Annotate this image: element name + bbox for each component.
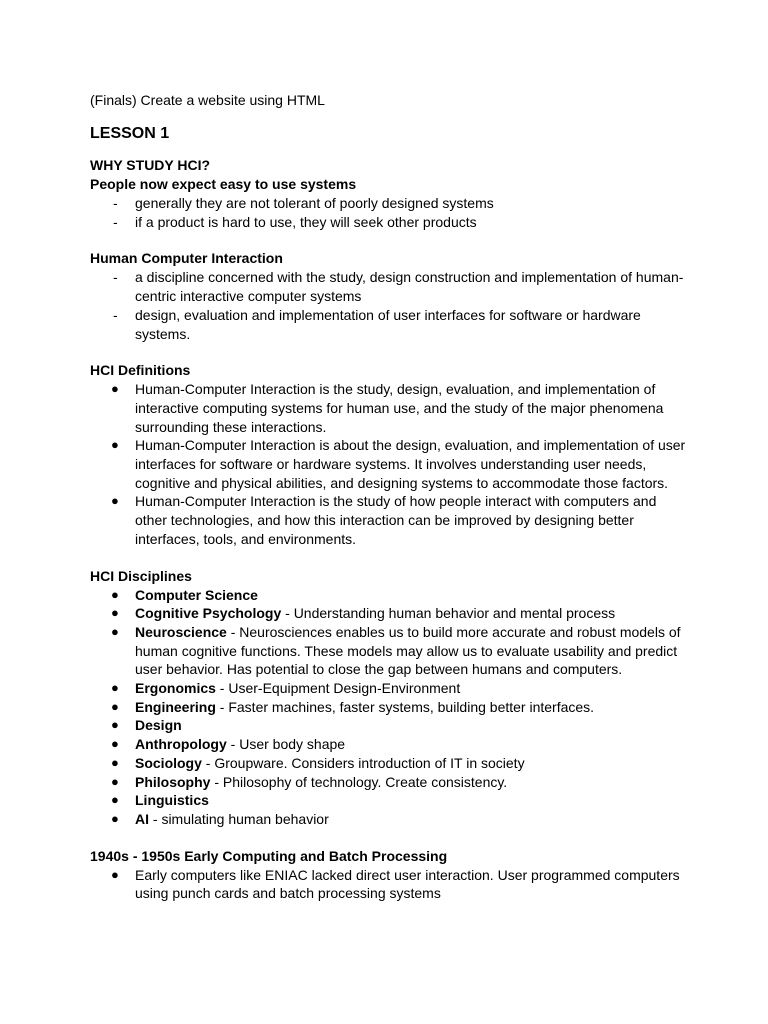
bullet-marker: ● (111, 586, 119, 602)
list-item (90, 604, 690, 623)
document-title: (Finals) Create a website using HTML (90, 92, 325, 108)
list-item: ● Human-Computer Interaction is about the design, evaluation, and implementation of user interfaces for software or hardware systems. It involves understanding user needs, cognitive and physical abilities, and designing systems to accommodate those factors. (111, 437, 686, 491)
discipline-desc: - Neurosciences enables us to build more accurate and robust models of human cognitive functions. These models may allow us to evaluate usability and predict user behavior. Has potential to close the gap between humans and computers. (135, 623, 681, 678)
bullet-marker: ● (111, 810, 119, 826)
discipline-desc: - Understanding human behavior and mental process (281, 605, 616, 622)
why-study-subheading: People now expect easy to use systems (90, 176, 357, 192)
discipline-desc: - Faster machines, faster systems, building better interfaces. (215, 698, 595, 715)
disciplines-heading: HCI Disciplines (90, 567, 192, 584)
early-computing-list (90, 866, 690, 903)
discipline-term: Engineering (135, 698, 216, 715)
list-item (90, 623, 690, 679)
disciplines-list (90, 586, 690, 829)
bullet-marker: ● (111, 493, 119, 509)
discipline-term: Philosophy (135, 773, 211, 790)
list-item (90, 735, 690, 754)
list-item (90, 716, 690, 735)
discipline-term: Computer Science (135, 586, 258, 603)
list-item: - generally they are not tolerant of poorly designed systems (113, 195, 494, 211)
discipline-term: Anthropology (135, 736, 227, 753)
hci-list (90, 268, 690, 343)
bullet-marker: ● (111, 773, 119, 789)
list-item: ● Human-Computer Interaction is the study of how people interact with computers and other technologies, and how this interaction can be improved by designing better interfaces, tools, and environments. (111, 493, 657, 547)
why-study-list (90, 194, 690, 231)
bullet-marker: ● (111, 698, 119, 714)
discipline-desc: - User body shape (226, 736, 346, 753)
list-item: - a discipline concerned with the study, design construction and implementation of human-centric interactive computer systems (113, 269, 684, 305)
list-item (90, 679, 690, 698)
discipline-term: Design (135, 717, 182, 734)
hci-heading: Human Computer Interaction (90, 250, 283, 267)
bullet-marker: ● (111, 437, 119, 453)
bullet-marker: ● (111, 605, 119, 621)
definitions-list (90, 380, 690, 548)
dash-marker: - (113, 306, 118, 323)
dash-marker: - (113, 195, 118, 211)
document-content (90, 91, 690, 903)
bullet-marker: ● (111, 792, 119, 808)
list-item: ● Early computers like ENIAC lacked direct user interaction. User programmed computers using punch cards and batch processing systems (111, 866, 680, 902)
list-item (90, 754, 690, 773)
bullet-marker: ● (111, 866, 119, 882)
definitions-heading: HCI Definitions (90, 362, 191, 379)
dash-marker: - (113, 213, 118, 230)
discipline-desc: - Groupware. Considers introduction of IT in society (201, 754, 525, 771)
list-item: - if a product is hard to use, they will seek other products (113, 213, 477, 230)
dash-marker: - (113, 269, 118, 286)
list-item (90, 791, 690, 810)
list-item (90, 698, 690, 717)
list-item (90, 810, 690, 829)
discipline-desc: - Philosophy of technology. Create consistency. (210, 773, 508, 790)
discipline-desc: - User-Equipment Design-Environment (215, 680, 461, 697)
discipline-term: Cognitive Psychology (135, 605, 282, 622)
bullet-marker: ● (111, 680, 119, 696)
discipline-term: AI (135, 810, 149, 827)
bullet-marker: ● (111, 623, 119, 639)
list-item (90, 586, 690, 605)
discipline-term: Linguistics (135, 792, 209, 809)
list-item: ● Human-Computer Interaction is the study, design, evaluation, and implementation of interactive computing systems for human use, and the study of the major phenomena surrounding these interactions. (111, 381, 664, 435)
why-study-heading: WHY STUDY HCI? (90, 157, 211, 173)
list-item (90, 773, 690, 792)
discipline-desc: - simulating human behavior (149, 810, 329, 827)
bullet-marker: ● (111, 381, 119, 397)
discipline-term: Neuroscience (135, 623, 227, 640)
list-item: - design, evaluation and implementation of user interfaces for software or hardware systems. (113, 306, 641, 342)
bullet-marker: ● (111, 717, 119, 733)
early-computing-heading: 1940s - 1950s Early Computing and Batch Processing (90, 847, 448, 864)
lesson-heading: LESSON 1 (90, 125, 170, 142)
discipline-term: Ergonomics (135, 680, 216, 697)
bullet-marker: ● (111, 754, 119, 770)
bullet-marker: ● (111, 736, 119, 752)
discipline-term: Sociology (135, 754, 202, 771)
